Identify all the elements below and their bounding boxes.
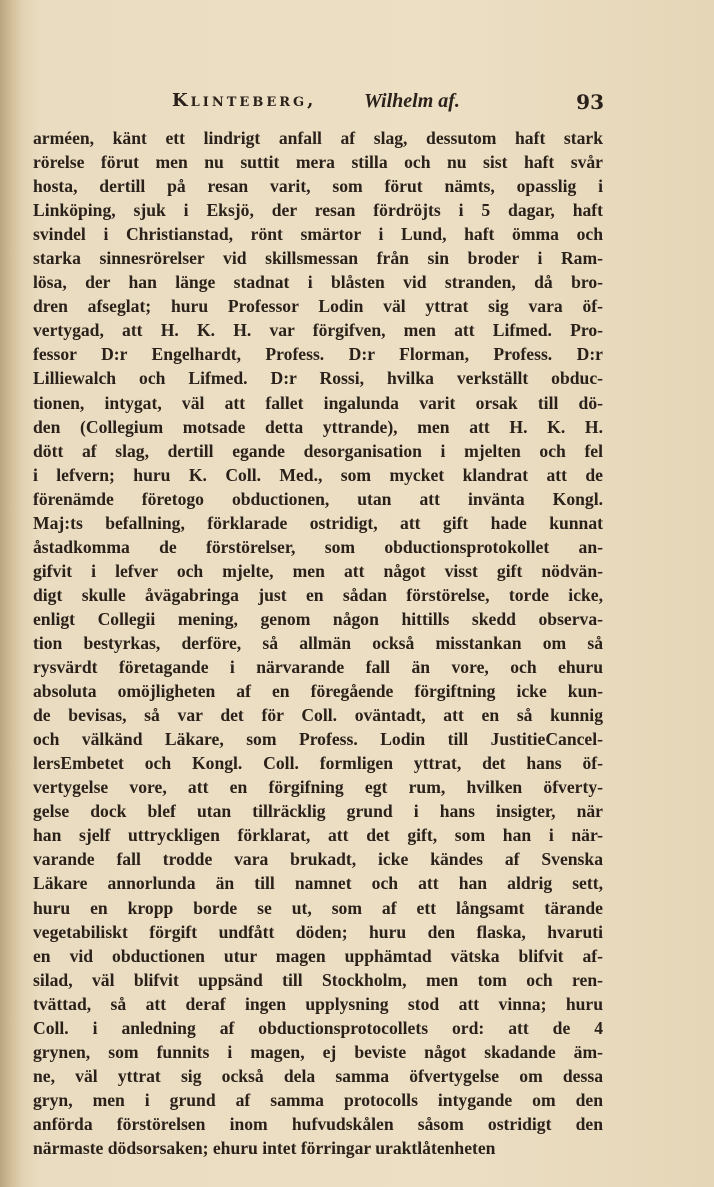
text-line: gryn, men i grund af samma protocolls intygande om den <box>33 1089 603 1110</box>
text-line: grynen, som funnits i magen, ej beviste något skadande äm- <box>33 1041 603 1062</box>
text-line: förenämde företogo obductionen, utan att invänta Kongl. <box>33 488 603 509</box>
text-line: lersEmbetet och Kongl. Coll. formligen yttrat, det hans öf- <box>33 753 603 774</box>
body-text <box>33 126 603 1160</box>
text-line: varande fall trodde vara brukadt, icke kändes af Svenska <box>33 849 603 870</box>
running-header <box>172 90 604 116</box>
text-line: arméen, känt ett lindrigt anfall af slag, dessutom haft stark <box>33 128 603 148</box>
text-line: Läkare annorlunda än till namnet och att han aldrig sett, <box>33 873 603 894</box>
text-line: tvättad, så att deraf ingen upplysning stod att vinna; huru <box>33 993 603 1014</box>
text-line: Coll. i anledning af obductionsprotocollets ord: att de 4 <box>33 1017 603 1038</box>
text-line: anförda förstörelsen inom hufvudskålen såsom ostridigt den <box>33 1113 603 1134</box>
text-line: vertygelse vore, att en förgifning egt rum, hvilken öfverty- <box>33 777 603 798</box>
page-number: 93 <box>576 90 604 114</box>
text-line: digt skulle åvägabringa just en sådan förstörelse, torde icke, <box>33 584 603 605</box>
text-line: dött af slag, dertill egande desorganisation i mjelten och fel <box>33 440 603 461</box>
text-line: gelse dock blef utan tillräcklig grund i hans insigter, när <box>33 801 603 822</box>
text-line: starka sinnesrörelser vid skillsmessan från sin broder i Ram- <box>33 248 603 269</box>
text-line: Linköping, sjuk i Eksjö, der resan fördröjts i 5 dagar, haft <box>33 200 603 221</box>
text-line: huru en kropp borde se ut, som af ett långsamt tärande <box>33 897 603 918</box>
text-line: lösa, der han länge stadnat i blåsten vid stranden, då bro- <box>33 272 603 293</box>
text-line: vegetabiliskt förgift undfått döden; huru den flaska, hvaruti <box>33 921 603 942</box>
text-line: ne, väl yttrat sig också dela samma öfvertygelse om dessa <box>33 1065 603 1086</box>
text-line: Maj:ts befallning, förklarade ostridigt, att gift hade kunnat <box>33 512 603 533</box>
text-line: absoluta omöjligheten af en föregående förgiftning icke kun- <box>33 681 603 702</box>
text-line: gifvit i lefver och mjelte, men att något visst gift nödvän- <box>33 560 603 581</box>
header-given-name: Wilhelm af. <box>364 90 460 112</box>
text-line: enligt Collegii mening, genom någon hittills skedd observa- <box>33 608 603 629</box>
text-line: hosta, dertill på resan varit, som förut nämts, opasslig i <box>33 176 603 197</box>
text-line: tionen, intygat, väl att fallet ingalunda varit orsak till dö- <box>33 392 603 413</box>
text-line: Lilliewalch och Lifmed. D:r Rossi, hvilka verkställt obduc- <box>33 368 603 389</box>
text-line: silad, väl blifvit uppsänd till Stockholm, men tom och ren- <box>33 969 603 990</box>
text-line: tion bestyrkas, derföre, så allmän också misstankan om så <box>33 632 603 653</box>
text-line: de bevisas, så var det för Coll. oväntadt, att en så kunnig <box>33 705 603 726</box>
text-line: han sjelf uttryckligen förklarat, att det gift, som han i när- <box>33 825 603 846</box>
text-line: fessor D:r Engelhardt, Profess. D:r Florman, Profess. D:r <box>33 344 603 365</box>
text-line: vertygad, att H. K. H. var förgifven, men att Lifmed. Pro- <box>33 320 603 341</box>
binding-gutter <box>0 0 22 1187</box>
text-line: i lefvern; huru K. Coll. Med., som mycket klandrat att de <box>33 464 603 485</box>
text-line: och välkänd Läkare, som Profess. Lodin till JustitieCancel- <box>33 729 603 750</box>
text-line: svindel i Christianstad, rönt smärtor i Lund, haft ömma och <box>33 224 603 245</box>
text-line: den (Collegium motsade detta yttrande), men att H. K. H. <box>33 416 603 437</box>
header-surname: Klinteberg, <box>172 90 317 111</box>
text-line: rörelse förut men nu suttit mera stilla och nu sist haft svår <box>33 152 603 173</box>
text-line: åstadkomma de förstörelser, som obductionsprotokollet an- <box>33 536 603 557</box>
text-line: en vid obductionen utur magen upphämtad vätska blifvit af- <box>33 945 603 966</box>
text-line: rysvärdt företagande i närvarande fall än vore, och ehuru <box>33 657 603 678</box>
text-line: närmaste dödsorsaken; ehuru intet förringar uraktlåtenheten <box>33 1137 496 1158</box>
text-line: dren afseglat; huru Professor Lodin väl yttrat sig vara öf- <box>33 296 603 317</box>
